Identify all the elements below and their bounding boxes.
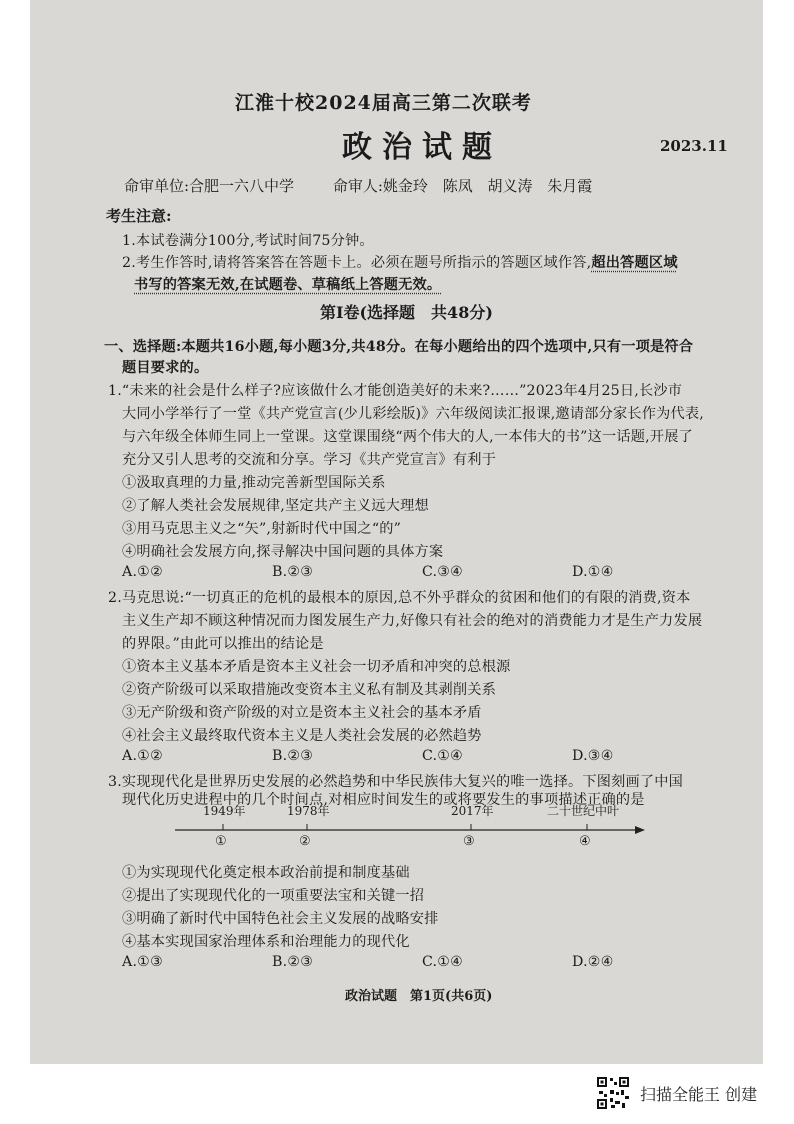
option-d[interactable]: D.①④ (572, 564, 614, 580)
timeline-marker: ③ (463, 834, 475, 849)
qr-code-icon (596, 1076, 630, 1110)
q1-stem: 1.“未来的社会是什么样子?应该做什么才能创造美好的未来?……”2023年4月25日,长沙市 (108, 383, 683, 399)
q3-stem: 3.实现现代化是世界历史发展的必然趋势和中华民族伟大复兴的唯一选择。下图刻画了中国 (108, 774, 684, 790)
q2-stem: 2.马克思说:“一切真正的危机的最根本的原因,总不外乎群众的贫困和他们的有限的消费,资本 (108, 590, 691, 606)
timeline-marker: ④ (579, 834, 591, 849)
q2-item: ③无产阶级和资产阶级的对立是资本主义社会的基本矛盾 (122, 705, 482, 721)
unit-label: 命审单位:合肥一六八中学 (124, 177, 295, 195)
option-c[interactable]: C.③④ (422, 564, 464, 580)
q1-stem: 大同小学举行了一堂《共产党宣言(少儿彩绘版)》六年级阅读汇报课,邀请部分家长作为代表, (122, 406, 705, 422)
notice-item (122, 252, 678, 272)
subject-title: 政治试题 (342, 130, 502, 165)
timeline-marker: ① (215, 834, 227, 849)
q2-options (122, 748, 722, 764)
q3-stem: 现代化历史进程中的几个时间点,对相应时间发生的或将要发生的事项描述正确的是 (122, 792, 645, 808)
q2-stem: 主义生产却不顾这种情况而力图发展生产力,好像只有社会的绝对的消费能力才是生产力发展 (122, 613, 703, 629)
option-a[interactable]: A.①② (122, 564, 163, 580)
q1-item: ①汲取真理的力量,推动完善新型国际关系 (122, 475, 386, 491)
timeline-marker: ② (299, 834, 311, 849)
option-a[interactable]: A.①③ (122, 954, 163, 970)
option-c[interactable]: C.①④ (422, 954, 464, 970)
q2-item: ①资本主义基本矛盾是资本主义社会一切矛盾和冲突的总根源 (122, 659, 511, 675)
reviewer-name: 胡义涛 (487, 177, 533, 195)
exam-title: 江淮十校2024届高三第二次联考 (235, 92, 532, 114)
exam-date: 2023.11 (660, 137, 728, 155)
timeline-label: 二十世纪中叶 (547, 804, 620, 818)
notice-emphasis: 书写的答案无效,在试题卷、草稿纸上答题无效。 (134, 277, 442, 293)
q3-item: ①为实现现代化奠定根本政治前提和制度基础 (122, 865, 410, 881)
q1-item: ④明确社会发展方向,探寻解决中国问题的具体方案 (122, 544, 444, 560)
reviewer-name: 陈凤 (442, 177, 473, 195)
option-b[interactable]: B.②③ (272, 748, 314, 764)
notice-item: 1.本试卷满分100分,考试时间75分钟。 (122, 233, 374, 249)
timeline-diagram (175, 800, 645, 850)
option-c[interactable]: C.①④ (422, 748, 464, 764)
reviewer-name: 朱月霞 (547, 177, 593, 195)
scanner-brand-label: 扫描全能王 创建 (640, 1085, 758, 1104)
option-a[interactable]: A.①② (122, 748, 163, 764)
q1-options (122, 564, 722, 580)
option-d[interactable]: D.③④ (572, 748, 614, 764)
notice-text: 2.考生作答时,请将答案答在答题卡上。必须在题号所指示的答题区域作答, (122, 255, 592, 271)
q3-item: ②提出了实现现代化的一项重要法宝和关键一招 (122, 888, 425, 904)
q1-stem: 与六年级全体师生同上一堂课。这堂课围绕“两个伟大的人,一本伟大的书”这一话题,开展了 (122, 429, 694, 445)
q1-stem: 充分又引人思考的交流和分享。学习《共产党宣言》有利于 (122, 452, 497, 468)
timeline-label: 1978年 (287, 804, 330, 818)
timeline-arrow (635, 826, 645, 834)
section-instruction: 一、选择题:本题共16小题,每小题3分,共48分。在每小题给出的四个选项中,只有一项是符合 (104, 339, 694, 355)
q1-item: ②了解人类社会发展规律,坚定共产主义远大理想 (122, 498, 429, 514)
q3-options (122, 954, 722, 970)
option-d[interactable]: D.②④ (572, 954, 614, 970)
section-heading: 第Ⅰ卷(选择题 共48分) (320, 303, 493, 322)
q2-item: ②资产阶级可以采取措施改变资本主义私有制及其剥削关系 (122, 682, 497, 698)
q2-stem: 的界限。”由此可以推出的结论是 (122, 636, 324, 652)
timeline-label: 1949年 (203, 804, 246, 818)
exam-page (30, 0, 763, 1064)
q3-item: ③明确了新时代中国特色社会主义发展的战略安排 (122, 911, 439, 927)
notice-heading: 考生注意: (106, 207, 172, 225)
reviewers-label: 命审人:姚金玲 (332, 177, 428, 195)
q2-item: ④社会主义最终取代资本主义是人类社会发展的必然趋势 (122, 728, 482, 744)
authors-line (124, 175, 602, 196)
q1-item: ③用马克思主义之“矢”,射新时代中国之“的” (122, 521, 402, 537)
q3-item: ④基本实现国家治理体系和治理能力的现代化 (122, 934, 410, 950)
section-instruction: 题目要求的。 (122, 360, 209, 376)
notice-emphasis: 超出答题区域 (591, 255, 678, 271)
timeline-label: 2017年 (451, 804, 494, 818)
page-footer: 政治试题 第1页(共6页) (345, 989, 493, 1004)
notice-item-cont (134, 274, 441, 294)
option-b[interactable]: B.②③ (272, 564, 314, 580)
option-b[interactable]: B.②③ (272, 954, 314, 970)
